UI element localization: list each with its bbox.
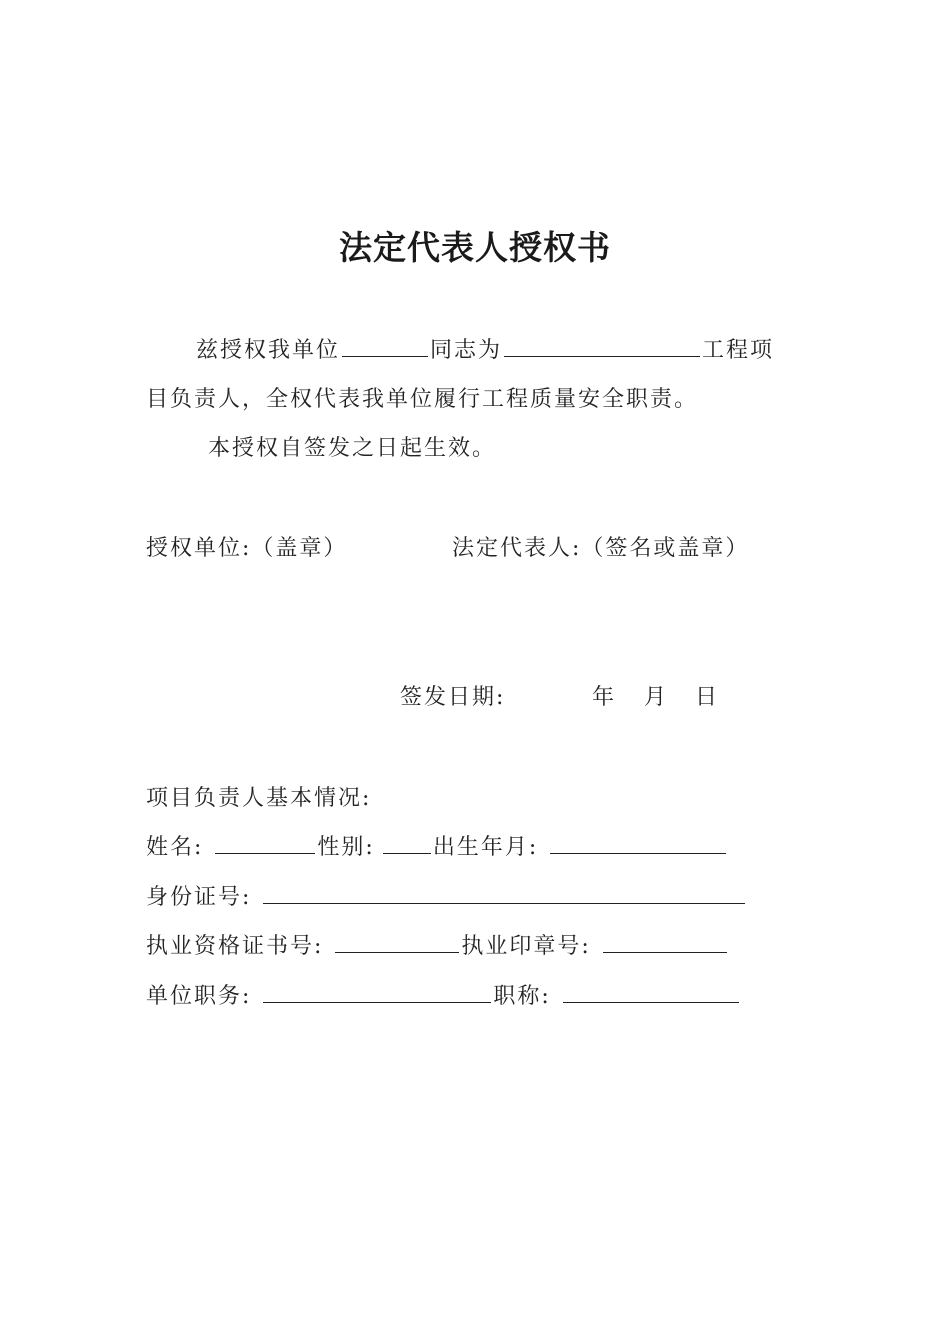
name-label: 姓名: bbox=[146, 835, 204, 860]
certificate-label: 执业资格证书号: bbox=[146, 934, 324, 959]
name-gender-birth-row bbox=[146, 833, 728, 863]
effective-statement: 本授权自签发之日起生效。 bbox=[208, 436, 497, 461]
id-number-blank[interactable] bbox=[263, 883, 745, 904]
unit-name-blank[interactable] bbox=[342, 336, 428, 357]
gender-label: 性别: bbox=[317, 835, 375, 860]
issue-date-label: 签发日期: bbox=[400, 685, 506, 710]
info-heading: 项目负责人基本情况: bbox=[146, 786, 372, 811]
certificate-blank[interactable] bbox=[335, 932, 459, 953]
document-title: 法定代表人授权书 bbox=[339, 228, 611, 267]
authorization-text-1: 兹授权我单位 bbox=[196, 338, 341, 363]
gender-blank[interactable] bbox=[383, 833, 431, 854]
position-blank[interactable] bbox=[263, 982, 491, 1003]
birth-blank[interactable] bbox=[550, 833, 726, 854]
name-blank[interactable] bbox=[215, 833, 315, 854]
authorization-line-1 bbox=[146, 336, 774, 366]
legal-representative-label: 法定代表人:（签名或盖章） bbox=[452, 536, 750, 561]
project-name-blank[interactable] bbox=[504, 336, 700, 357]
date-day: 日 bbox=[695, 685, 720, 710]
authorization-text-2: 同志为 bbox=[430, 338, 503, 363]
certificate-seal-row bbox=[146, 932, 729, 962]
authorization-line-2: 目负责人，全权代表我单位履行工程质量安全职责。 bbox=[146, 387, 699, 412]
date-year: 年 bbox=[592, 685, 617, 710]
authorizing-unit-label: 授权单位:（盖章） bbox=[146, 536, 348, 561]
id-number-row bbox=[146, 883, 747, 913]
title-label: 职称: bbox=[493, 984, 551, 1009]
position-label: 单位职务: bbox=[146, 984, 252, 1009]
title-blank[interactable] bbox=[563, 982, 739, 1003]
id-label: 身份证号: bbox=[146, 885, 252, 910]
seal-number-blank[interactable] bbox=[603, 932, 727, 953]
seal-label: 执业印章号: bbox=[461, 934, 591, 959]
authorization-text-3: 工程项 bbox=[702, 338, 775, 363]
date-month: 月 bbox=[644, 685, 669, 710]
birth-label: 出生年月: bbox=[432, 835, 539, 860]
position-title-row bbox=[146, 982, 741, 1012]
